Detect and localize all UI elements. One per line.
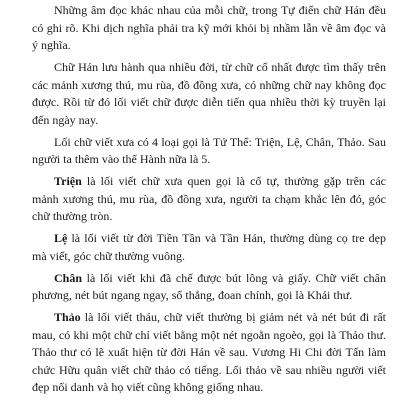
paragraph-trien: [32, 173, 386, 226]
paragraph-text: Chữ Hán lưu hành qua nhiều đời, từ chữ cổ nhất được tìm thấy trên các mảnh xương thú, mu rùa, đồ đồng xưa, có những chữ nay không đọc được. Rồi từ đó lối viết chữ được diễn tiến qua nhiều thời kỳ truyền lại đến ngày nay.: [32, 60, 386, 127]
paragraph-text: là lối viết chữ xưa quen gọi là cổ tự, thường gặp trên các mảnh xương thú, mu rùa, đồ đồng xưa, người ta chạm khắc lên đó, góc chữ thường tròn.: [32, 174, 386, 223]
term-chan: Chân: [54, 270, 83, 285]
paragraph-pronunciation-note: [32, 2, 386, 55]
paragraph-text: là lối viết từ đời Tiền Tần và Tần Hán, thường dùng cọ tre dẹp mà viết, góc chữ thường vuông.: [32, 231, 386, 263]
paragraph-chan: [32, 270, 386, 305]
term-trien: Triện: [54, 174, 82, 188]
paragraph-text: Những âm đọc khác nhau của mỗi chữ, trong Tự điển chữ Hán đều có ghi rõ. Khi dịch nghĩa phải tra kỹ mới khỏi bị nhầm lẫn về âm đọc và ý nghĩa.: [32, 3, 386, 52]
term-thao: Thảo: [54, 310, 81, 324]
paragraph-thao: [32, 309, 386, 397]
paragraph-text: là lối viết khi đã chế được bút lông và giấy. Chữ viết chân phương, nét bút ngang ngay, sổ thẳng, đoan chính, gọi là Khải thư.: [32, 270, 386, 302]
paragraph-four-styles: [32, 134, 386, 169]
paragraph-text: Lối chữ viết xưa có 4 loại gọi là Tứ Thể: Triện, Lệ, Chân, Thảo. Sau người ta thêm vào thể Hành nữa là 5.: [32, 134, 386, 166]
paragraph-le: [32, 230, 386, 265]
paragraph-script-history: [32, 59, 386, 129]
paragraph-text: là lối viết tháu, chữ viết thường bị giảm nét và nét bút đi rất mau, có khi một chữ chỉ viết bằng một nét ngoằn ngoèo, gọi là Thảo thư. Thảo thư có lẽ xuất hiện từ đời Hán về sau. Vương Hi Chi đời Tấn làm chức Hữu quân viết chữ thảo có tiếng. Lối thảo về sau nhiều người viết đẹp nổi danh và họ viết cũng không giống nhau.: [32, 310, 386, 394]
term-le: Lệ: [54, 231, 68, 245]
